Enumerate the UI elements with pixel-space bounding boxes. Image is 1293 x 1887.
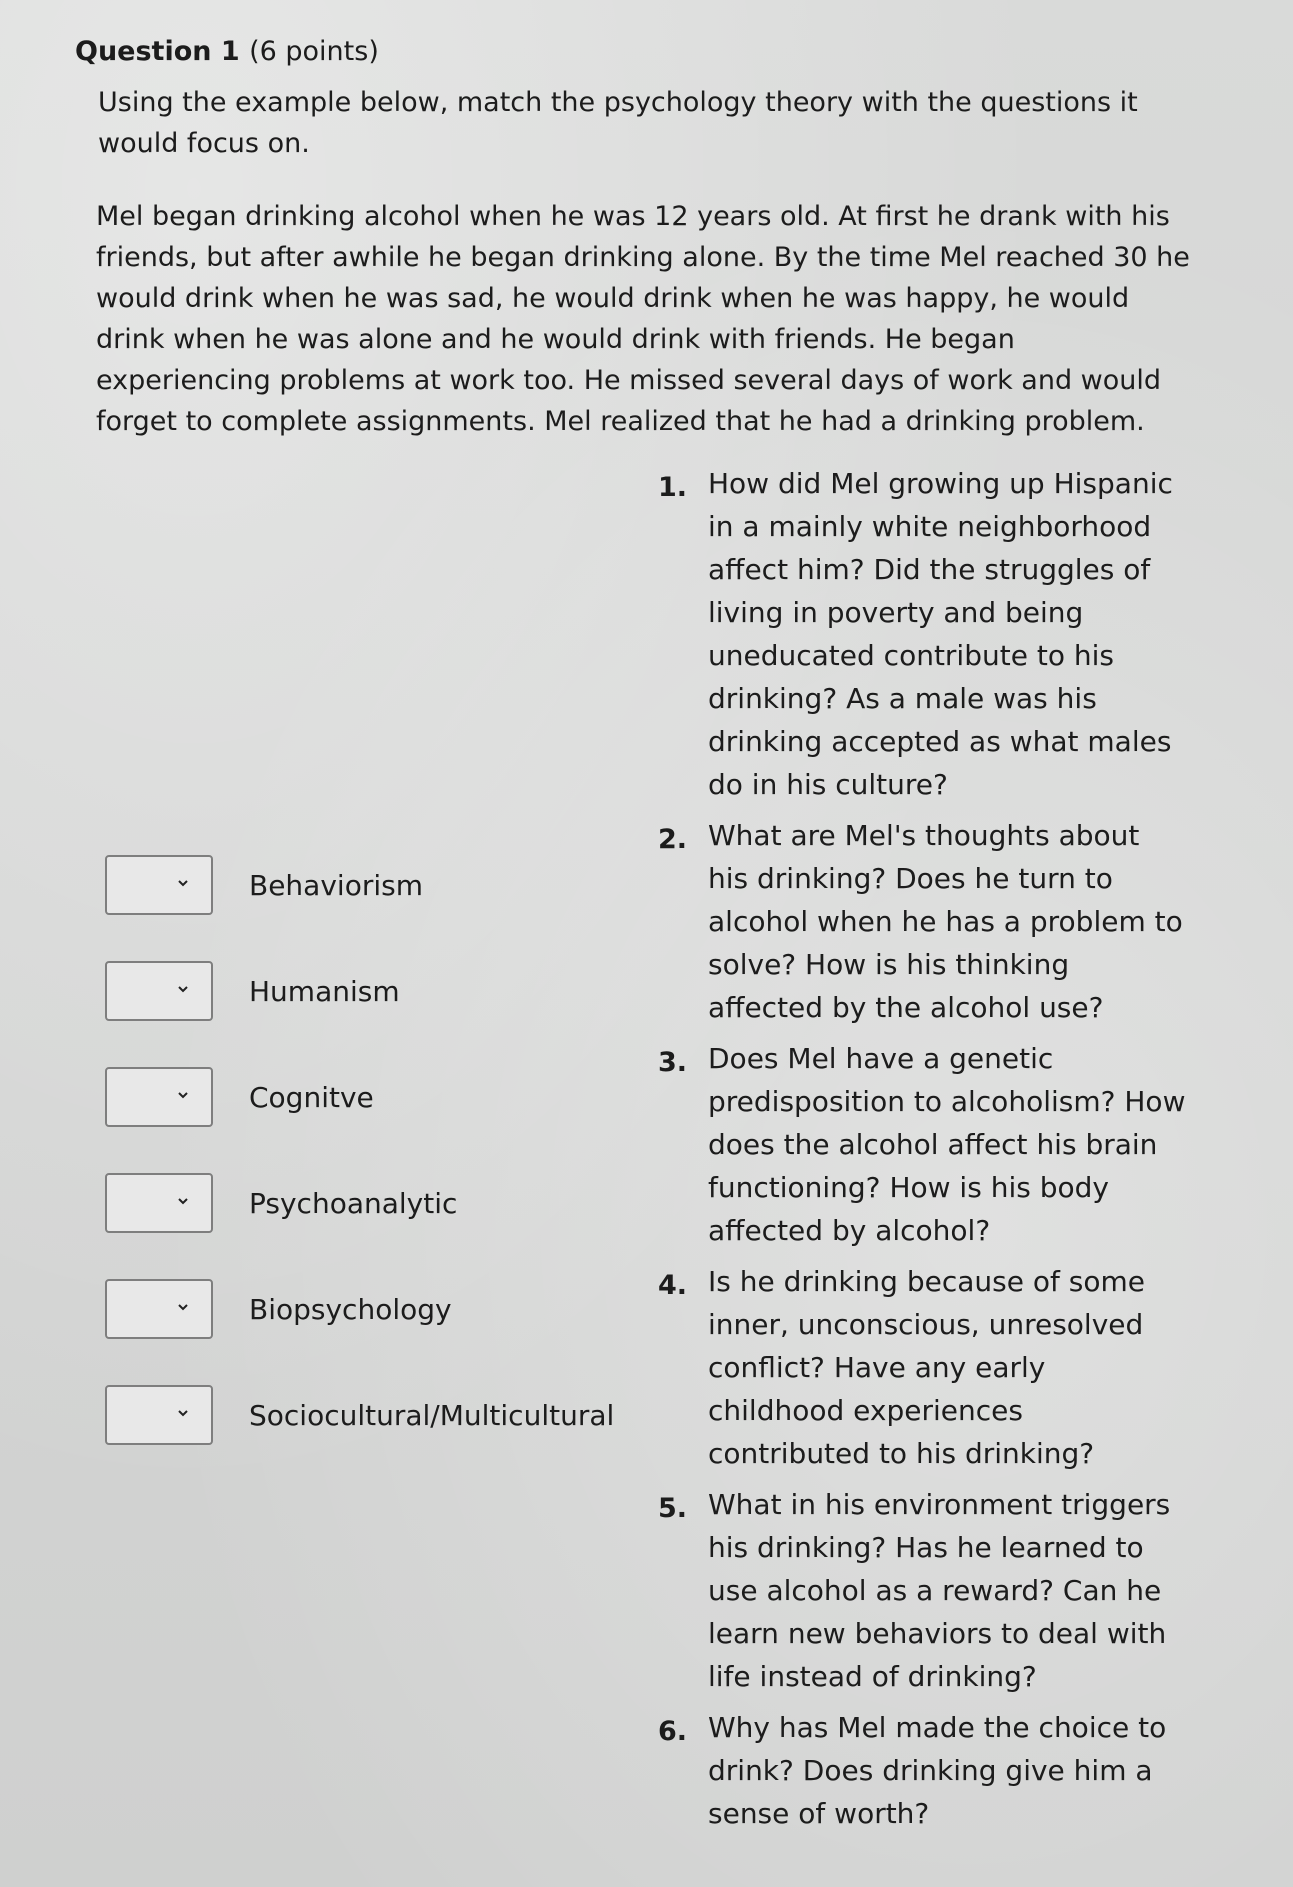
theory-label: Psychoanalytic: [249, 1186, 458, 1220]
match-select-humanism[interactable]: [105, 961, 213, 1021]
question-points: (6 points): [249, 36, 379, 67]
description-item: [658, 1037, 1198, 1252]
chevron-down-icon: [177, 1407, 189, 1419]
chevron-down-icon: [177, 983, 189, 995]
match-select-cognitive[interactable]: [105, 1067, 213, 1127]
theory-label: Sociocultural/Multicultural: [249, 1398, 615, 1432]
description-text: What in his environment triggers his drinking? Has he learned to use alcohol as a reward? Can he learn new behaviors to deal with life instead of drinking?: [708, 1488, 1171, 1693]
chevron-down-icon: [177, 1089, 189, 1101]
description-text: How did Mel growing up Hispanic in a mainly white neighborhood affect him? Did the struggles of living in poverty and being uneducated contribute to his drinking? As a male was his drinking accepted as what males do in his culture?: [708, 467, 1173, 801]
description-number: 4.: [658, 1270, 688, 1301]
theory-label: Cognitve: [249, 1080, 374, 1114]
match-select-behaviorism[interactable]: [105, 855, 213, 915]
description-number: 6.: [658, 1716, 688, 1747]
question-number: Question 1: [75, 36, 240, 67]
description-text: What are Mel's thoughts about his drinking? Does he turn to alcohol when he has a problem to solve? How is his thinking affected by the alcohol use?: [708, 819, 1183, 1024]
theory-list: [105, 852, 614, 1488]
description-number: 5.: [658, 1493, 688, 1524]
description-item: [658, 1260, 1198, 1475]
description-item: [658, 814, 1198, 1029]
theory-row-sociocultural: [105, 1382, 614, 1448]
scenario-text: Mel began drinking alcohol when he was 12 years old. At first he drank with his friends, but after awhile he began drinking alone. By the time Mel reached 30 he would drink when he was sad, he would drink when he was happy, he would drink when he was alone and he would drink with friends. He began experiencing problems at work too. He missed several days of work and would forget to complete assignments. Mel realized that he had a drinking problem.: [96, 201, 1190, 437]
theory-row-humanism: [105, 958, 614, 1024]
description-number: 1.: [658, 472, 688, 503]
theory-row-biopsychology: [105, 1276, 614, 1342]
match-select-biopsychology[interactable]: [105, 1279, 213, 1339]
question-title: [75, 36, 379, 67]
description-text: Why has Mel made the choice to drink? Does drinking give him a sense of worth?: [708, 1711, 1167, 1830]
description-item: [658, 1706, 1198, 1835]
description-text: Does Mel have a genetic predisposition to alcoholism? How does the alcohol affect his brain functioning? How is his body affected by alcohol?: [708, 1042, 1186, 1247]
theory-label: Biopsychology: [249, 1292, 452, 1326]
theory-row-psychoanalytic: [105, 1170, 614, 1236]
chevron-down-icon: [177, 1195, 189, 1207]
theory-label: Humanism: [249, 974, 400, 1008]
chevron-down-icon: [177, 877, 189, 889]
theory-row-behaviorism: [105, 852, 614, 918]
chevron-down-icon: [177, 1301, 189, 1313]
theory-label: Behaviorism: [249, 868, 423, 902]
match-select-psychoanalytic[interactable]: [105, 1173, 213, 1233]
match-select-sociocultural[interactable]: [105, 1385, 213, 1445]
description-item: [658, 462, 1198, 806]
theory-row-cognitive: [105, 1064, 614, 1130]
description-text: Is he drinking because of some inner, unconscious, unresolved conflict? Have any early childhood experiences contributed to his drinking?: [708, 1265, 1145, 1470]
description-number: 3.: [658, 1047, 688, 1078]
description-item: [658, 1483, 1198, 1698]
description-number: 2.: [658, 824, 688, 855]
description-list: [658, 462, 1198, 1843]
question-instructions: Using the example below, match the psychology theory with the questions it would focus on.: [98, 87, 1138, 159]
